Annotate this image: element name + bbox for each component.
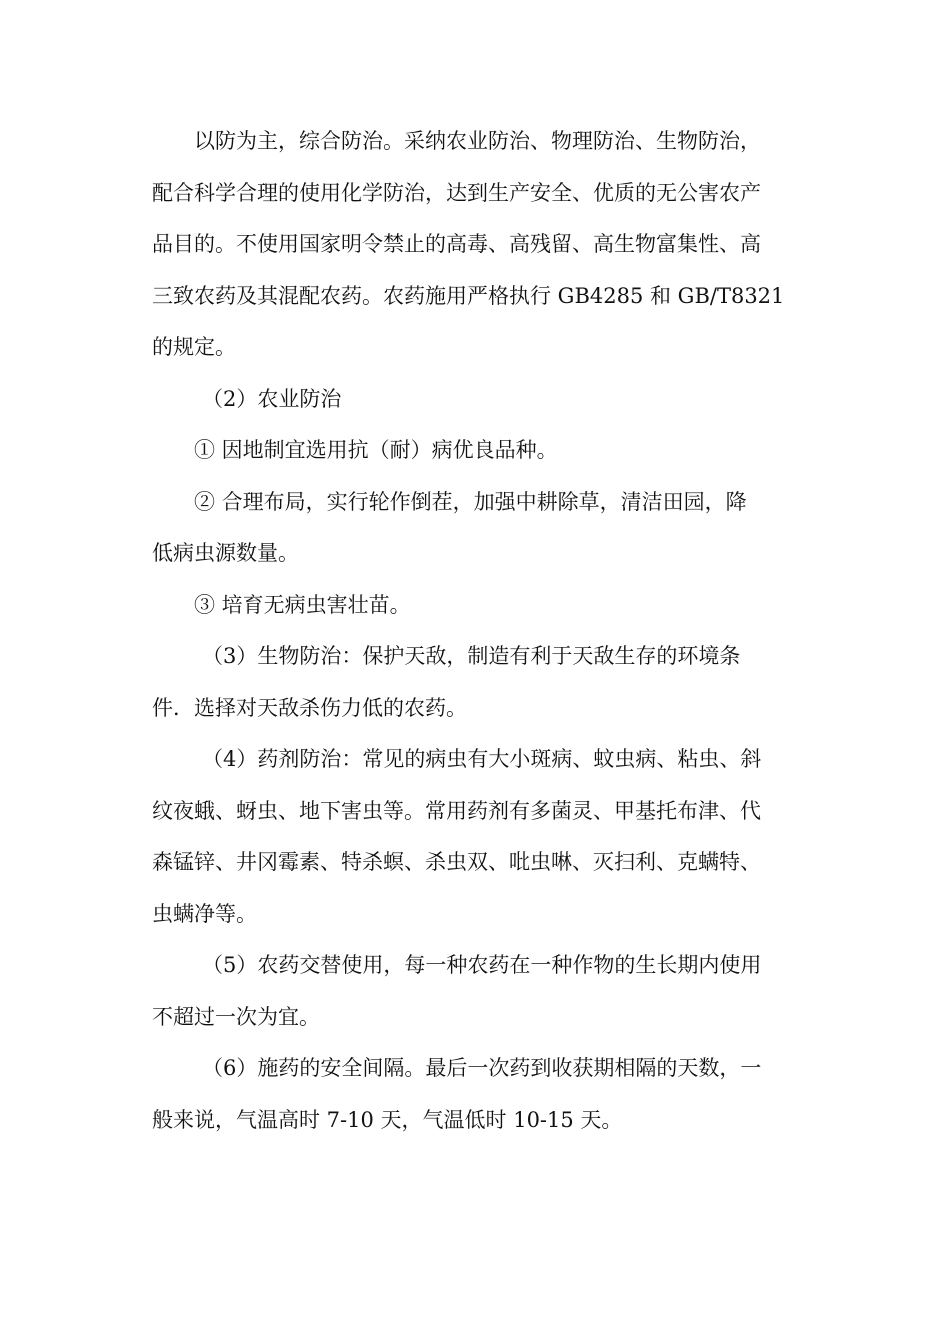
text-line: （4）药剂防治：常见的病虫有大小斑病、蚊虫病、粘虫、斜 [202,747,762,771]
text-line: （5）农药交替使用，每一种农药在一种作物的生长期内使用 [202,953,762,977]
text-line: 低病虫源数量。 [152,541,299,565]
list-item-1 [152,425,812,477]
text-line: 件．选择对天敌杀伤力低的农药。 [152,695,467,720]
list-item-2 [152,477,812,580]
text-line: 般来说，气温高时 7-10 天，气温低时 10-15 天。 [152,1107,623,1132]
heading-agricultural-control [152,374,812,426]
text-line: 三致农药及其混配农药。农药施用严格执行 GB4285 和 GB/T8321 [152,283,785,308]
text-line: 配合科学合理的使用化学防治，达到生产安全、优质的无公害农产 [152,180,761,205]
text-line: （2）农业防治 [202,386,342,411]
text-line: （3）生物防治：保护天敌，制造有利于天敌生存的环境条 [202,644,741,668]
paragraph-principle [152,116,812,374]
text-line: 品目的。不使用国家明令禁止的高毒、高残留、高生物富集性、高 [152,232,761,256]
text-line: 的规定。 [152,335,236,359]
paragraph-safety-interval [152,1043,812,1146]
paragraph-biological-control [152,631,812,734]
text-line: 不超过一次为宜。 [152,1004,320,1029]
paragraph-chemical-control [152,734,812,940]
text-line: ③ 培育无病虫害壮苗。 [194,592,411,617]
paragraph-alternating-use [152,940,812,1043]
text-line: 虫螨净等。 [152,901,257,926]
text-line: （6）施药的安全间隔。最后一次药到收获期相隔的天数，一 [202,1056,762,1080]
text-line: ② 合理布局，实行轮作倒茬，加强中耕除草，清洁田园，降 [194,489,747,514]
text-line: 纹夜蛾、蚜虫、地下害虫等。常用药剂有多菌灵、甲基托布津、代 [152,798,761,823]
text-line: 森锰锌、井冈霉素、特杀螟、杀虫双、吡虫啉、灭扫利、克螨特、 [152,850,761,874]
list-item-3 [152,580,812,632]
text-line: ① 因地制宜选用抗（耐）病优良品种。 [194,438,558,462]
text-line: 以防为主，综合防治。采纳农业防治、物理防治、生物防治， [194,129,761,153]
document-body [152,116,812,1146]
